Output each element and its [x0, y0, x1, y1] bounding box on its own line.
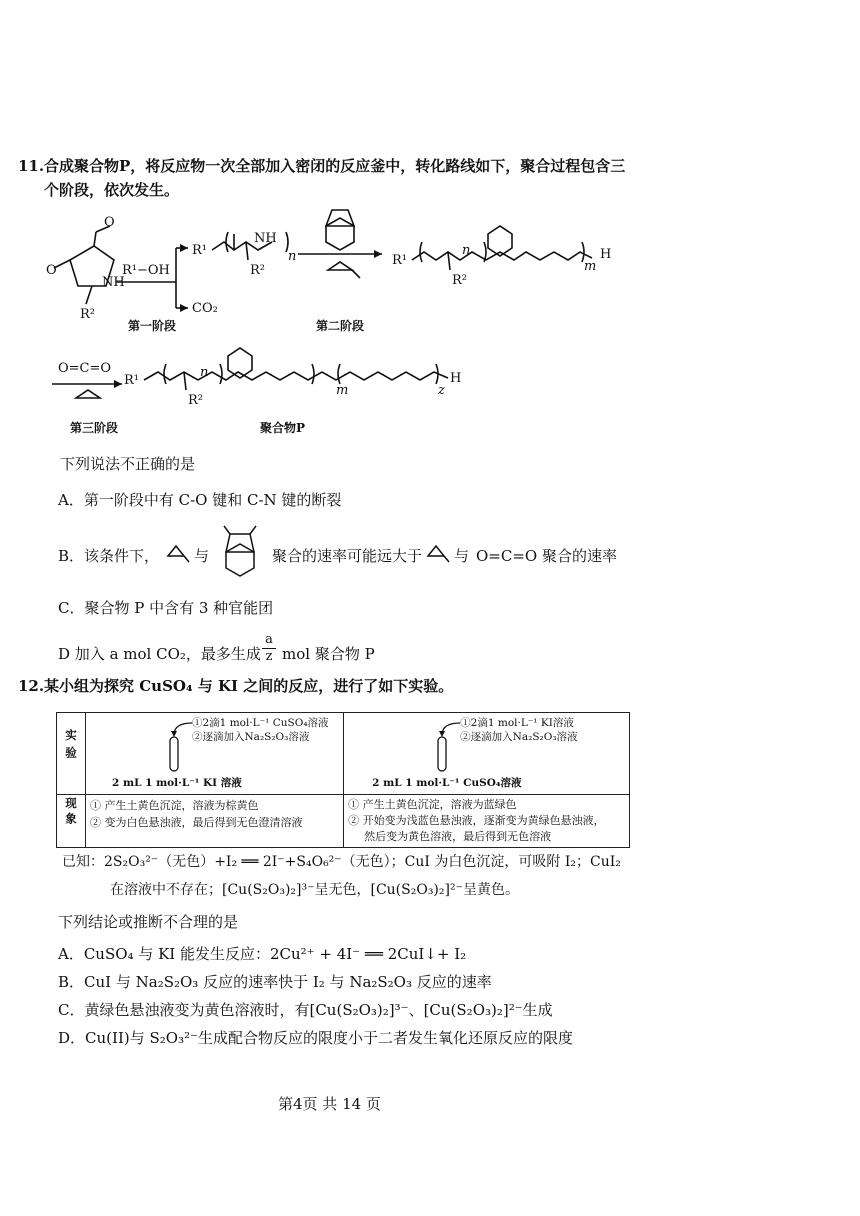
left-step1: ①2滴1 mol·L⁻¹ CuSO₄溶液	[192, 717, 329, 729]
right-step2: ②逐滴加入Na₂S₂O₃溶液	[460, 731, 578, 743]
q11-option-b-pre: B．该条件下，	[58, 547, 160, 565]
q11-option-c[interactable]: C．聚合物 P 中含有 3 种官能团	[58, 599, 274, 617]
q11-option-b-mid2: 聚合的速率可能远大于	[272, 547, 423, 565]
question-11-stem-line2: 个阶段，依次发生。	[44, 181, 180, 199]
known-line-1: 已知：2S₂O₃²⁻（无色）+I₂ ══ 2I⁻+S₄O₆²⁻（无色）；CuI 为白色沉淀，可吸附 I₂；CuI₂	[62, 854, 621, 870]
polymerP-h: H	[450, 371, 462, 386]
right-observation-3: 然后变为黄色溶液，最后得到无色溶液	[364, 830, 552, 843]
left-observation-2: ② 变为白色悬浊液，最后得到无色澄清溶液	[90, 816, 303, 829]
polymer1-nh: NH	[254, 231, 277, 246]
q11-option-b-mid1: 与	[194, 547, 210, 565]
nca-o-label: O	[104, 215, 115, 230]
experiment-table	[56, 712, 630, 848]
q12-option-a[interactable]: A．CuSO₄ 与 KI 能发生反应：2Cu²⁺ + 4I⁻ ══ 2CuI↓+ I₂	[58, 945, 467, 963]
q11-option-a[interactable]: A．第一阶段中有 C-O 键和 C-N 键的断裂	[58, 491, 342, 509]
polymerP-r1: R¹	[124, 373, 139, 388]
question-12-stem: 某小组为探究 CuSO₄ 与 KI 之间的反应，进行了如下实验。	[44, 677, 454, 695]
left-observation-1: ① 产生土黄色沉淀，溶液为棕黄色	[90, 799, 259, 812]
right-tube-label: 2 mL 1 mol·L⁻¹ CuSO₄溶液	[372, 777, 522, 789]
polymer2-n: n	[462, 243, 471, 258]
right-step1: ①2滴1 mol·L⁻¹ KI溶液	[460, 717, 574, 729]
polymerP-r2: R²	[188, 393, 203, 408]
q11-option-d-pre: D 加入 a mol CO₂，最多生成	[58, 645, 261, 663]
q11-option-b[interactable]	[58, 546, 159, 566]
q11-option-d-fraction	[262, 632, 276, 665]
polymer2-m: m	[584, 259, 597, 274]
left-experiment-cell	[86, 713, 344, 795]
polymerP-label: 聚合物P	[260, 421, 306, 435]
q12-option-b[interactable]: B．CuI 与 Na₂S₂O₃ 反应的速率快于 I₂ 与 Na₂S₂O₃ 反应的速率	[58, 973, 492, 991]
nca-r2-label: R²	[80, 307, 95, 322]
right-experiment-cell	[344, 713, 630, 795]
polymerP-n: n	[200, 365, 209, 380]
polymer2-r1: R¹	[392, 253, 407, 268]
reagent-r1oh: R¹−OH	[122, 263, 170, 278]
polymerP-m: m	[336, 383, 349, 398]
stage3-co2-reagent: O=C=O	[58, 361, 112, 376]
left-step2: ②逐滴加入Na₂S₂O₃溶液	[192, 731, 310, 743]
stage1-label: 第一阶段	[128, 319, 177, 333]
polymer2-h: H	[600, 247, 612, 262]
left-tube-label: 2 mL 1 mol·L⁻¹ KI 溶液	[112, 777, 242, 789]
right-observation-2: ② 开始变为浅蓝色悬浊液，逐渐变为黄绿色悬浊液，	[348, 814, 605, 827]
nca-nh-label: NH	[102, 275, 125, 290]
right-observation-cell	[344, 795, 630, 848]
q12-option-c[interactable]: C．黄绿色悬浊液变为黄色溶液时，有[Cu(S₂O₃)₂]³⁻、[Cu(S₂O₃)₂]²⁻生成	[58, 1001, 553, 1019]
reaction-scheme	[40, 198, 640, 446]
q11-option-d-post: mol 聚合物 P	[282, 645, 375, 663]
known-line-2: 在溶液中不存在；[Cu(S₂O₃)₂]³⁻呈无色，[Cu(S₂O₃)₂]²⁻呈黄色。	[110, 882, 519, 898]
stage2-label: 第二阶段	[316, 319, 365, 333]
question-11-prompt: 下列说法不正确的是	[60, 455, 196, 473]
polymer1-r2: R²	[250, 263, 265, 278]
question-12-prompt: 下列结论或推断不合理的是	[58, 913, 239, 931]
co2-product: CO₂	[192, 301, 218, 316]
left-observation-cell	[86, 795, 344, 848]
test-tube-left-icon	[162, 717, 198, 773]
polymer1-r1: R¹	[192, 243, 207, 258]
q11-option-b-tail: O=C=O 聚合的速率	[476, 547, 617, 565]
epoxide-icon-2	[424, 538, 450, 564]
fraction-numerator: a	[262, 632, 276, 649]
question-11-stem-line1: 合成聚合物P，将反应物一次全部加入密闭的反应釜中，转化路线如下，聚合过程包含三	[44, 157, 626, 175]
test-tube-right-icon	[430, 717, 466, 773]
polymerP-z: z	[438, 383, 445, 398]
fraction-denominator: z	[265, 649, 273, 664]
phthalic-anhydride-icon	[212, 520, 268, 584]
q11-option-d[interactable]	[58, 644, 261, 664]
row-header-observation: 现象	[57, 795, 86, 848]
epoxide-icon	[164, 538, 190, 564]
nca-o2-label: O	[46, 263, 57, 278]
right-observation-1: ① 产生土黄色沉淀，溶液为蓝绿色	[348, 798, 517, 811]
row-header-experiment: 实验	[57, 713, 86, 795]
polymer1-n: n	[288, 249, 297, 264]
question-12-number: 12.	[18, 677, 45, 695]
polymer2-r2: R²	[452, 273, 467, 288]
q11-option-b-mid3: 与	[454, 547, 470, 565]
page-footer: 第4页 共 14 页	[278, 1095, 381, 1113]
q12-option-d[interactable]: D．Cu(II)与 S₂O₃²⁻生成配合物反应的限度小于二者发生氧化还原反应的限度	[58, 1029, 574, 1047]
question-11-number: 11.	[18, 157, 45, 175]
stage3-label: 第三阶段	[70, 421, 119, 435]
